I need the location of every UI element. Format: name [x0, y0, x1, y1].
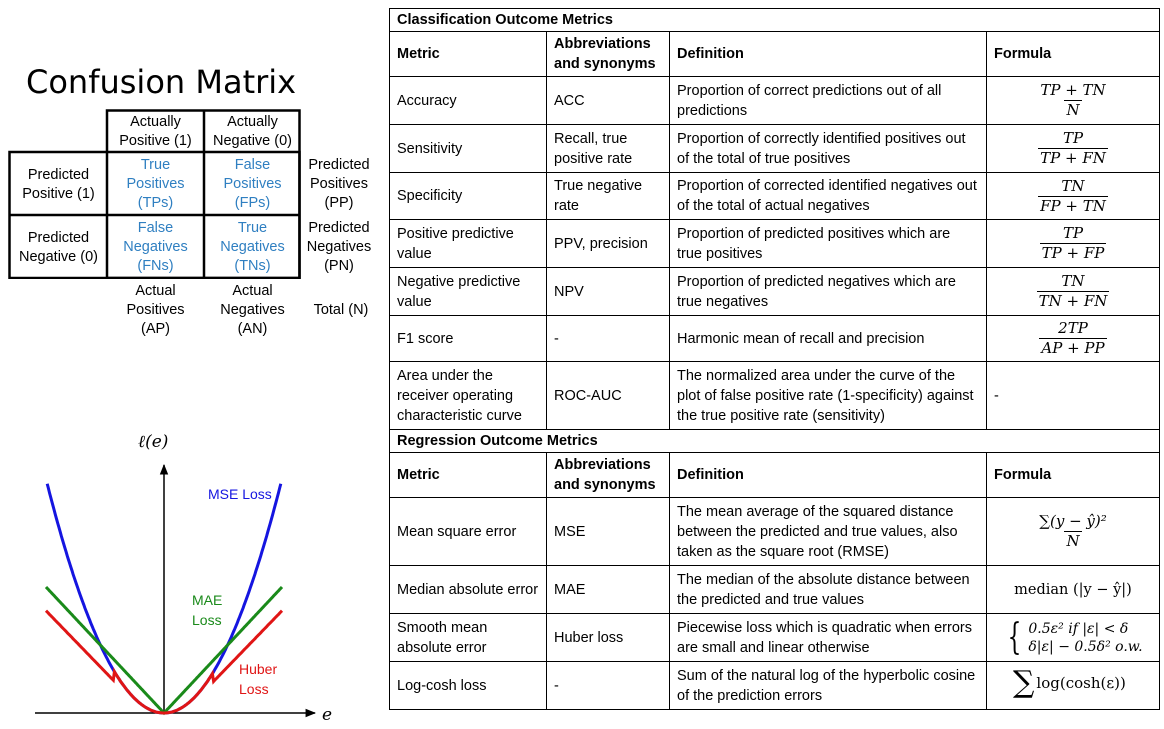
regression-section-row	[390, 430, 1160, 453]
regression-row	[390, 498, 1160, 566]
metric-name: F1 score	[390, 316, 547, 362]
metric-definition: Proportion of correctly identified positives out of the total of true positives	[670, 125, 987, 173]
metric-formula	[987, 220, 1160, 268]
metric-definition: The mean average of the squared distance between the predicted and true values, also taken as the square root (RMSE)	[670, 498, 987, 566]
formula-numerator: 2TP	[1058, 319, 1088, 337]
lbl-huber-line: Huber	[239, 661, 278, 677]
metric-name: Specificity	[390, 173, 547, 220]
classification-header-row	[390, 32, 1160, 77]
loss-function-chart	[30, 425, 340, 725]
metric-definition: Harmonic mean of recall and precision	[670, 316, 987, 362]
piecewise-case-2: δ|ε| − 0.5δ² o.w.	[1028, 638, 1143, 655]
lbl-mse-line: MSE Loss	[208, 486, 272, 502]
formula-denominator: TN + FN	[1038, 292, 1108, 310]
classification-header-definition: Definition	[670, 32, 987, 77]
regression-row	[390, 662, 1160, 710]
cm-row-total-positive: Predicted Positives (PP)	[308, 157, 370, 211]
piecewise-case-1: 0.5ε² if |ε| < δ	[1028, 620, 1129, 637]
piecewise-cases	[1028, 620, 1142, 656]
formula-fraction	[1038, 81, 1107, 120]
lbl-mae-line: MAE	[192, 592, 223, 608]
cm-col-total-positive: Actual Positives (AP)	[126, 282, 185, 337]
metric-name: Positive predictive value	[390, 220, 547, 268]
formula-piecewise	[1003, 616, 1143, 658]
metric-definition: Piecewise loss which is quadratic when errors are small and linear otherwise	[670, 614, 987, 662]
metric-formula	[987, 268, 1160, 316]
metric-abbreviation: ACC	[547, 77, 670, 125]
regression-header-abbreviations: Abbreviations and synonyms	[547, 453, 670, 498]
cm-cell-true-negatives: True Negatives (TNs)	[220, 220, 285, 274]
metric-formula	[987, 614, 1160, 662]
classification-row	[390, 220, 1160, 268]
formula-fraction	[1038, 177, 1108, 216]
lbl-mae-line: Loss	[192, 612, 222, 628]
formula-denominator: TP + FN	[1040, 149, 1106, 167]
formula-fraction	[1037, 272, 1110, 311]
lbl-huber-line: Loss	[239, 681, 269, 697]
metric-formula	[987, 125, 1160, 173]
cm-cell-false-negatives: False Negatives (FNs)	[123, 220, 188, 274]
regression-row	[390, 566, 1160, 614]
metric-abbreviation: -	[547, 316, 670, 362]
metric-name: Negative predictive value	[390, 268, 547, 316]
metric-name: Accuracy	[390, 77, 547, 125]
formula-numerator: TN	[1061, 272, 1085, 290]
regression-header-formula: Formula	[987, 453, 1160, 498]
metric-definition: Proportion of corrected identified negatives out of the total of actual negatives	[670, 173, 987, 220]
formula-numerator: ∑(y − ŷ)²	[1039, 512, 1107, 530]
formula-denominator: AP + PP	[1041, 339, 1105, 357]
formula-sum	[1013, 665, 1126, 700]
y-axis-label: ℓ(e)	[138, 432, 169, 452]
cm-row-total-negative: Predicted Negatives (PN)	[306, 220, 372, 274]
metric-abbreviation: True negative rate	[547, 173, 670, 220]
regression-header-metric: Metric	[390, 453, 547, 498]
metric-definition: Proportion of predicted negatives which are true negatives	[670, 268, 987, 316]
x-axis-label: e	[322, 705, 333, 725]
metric-name: Mean square error	[390, 498, 547, 566]
brace-glyph: {	[1008, 616, 1022, 658]
mse-loss-label	[208, 486, 272, 502]
classification-row	[390, 173, 1160, 220]
metric-definition: Proportion of predicted positives which are true positives	[670, 220, 987, 268]
metric-formula	[987, 173, 1160, 220]
metric-name: Log-cosh loss	[390, 662, 547, 710]
metric-name: Sensitivity	[390, 125, 547, 173]
metric-formula	[987, 316, 1160, 362]
confusion-matrix-title: Confusion Matrix	[26, 63, 297, 101]
metric-formula: median (|y − ŷ|)	[987, 566, 1160, 614]
formula-text: log(cosh(ε))	[1036, 674, 1126, 692]
metric-definition: Sum of the natural log of the hyperbolic cosine of the prediction errors	[670, 662, 987, 710]
classification-header-formula: Formula	[987, 32, 1160, 77]
metric-definition: Proportion of correct predictions out of all predictions	[670, 77, 987, 125]
formula-denominator: N	[1066, 101, 1080, 119]
huber-loss-label	[239, 661, 277, 697]
formula-denominator: TP + FP	[1041, 244, 1105, 262]
regression-row	[390, 614, 1160, 662]
formula-numerator: TN	[1061, 176, 1085, 195]
classification-header-metric: Metric	[390, 32, 547, 77]
cm-row-header-positive: Predicted Positive (1)	[22, 166, 95, 202]
metrics-table	[389, 8, 1160, 710]
regression-header-row	[390, 453, 1160, 498]
metric-formula	[987, 498, 1160, 566]
metric-abbreviation: MAE	[547, 566, 670, 614]
cm-row-header-negative: Predicted Negative (0)	[19, 229, 98, 265]
formula-denominator: FP + TN	[1040, 196, 1106, 215]
classification-section-title: Classification Outcome Metrics	[390, 9, 1160, 32]
metric-name: Smooth mean absolute error	[390, 614, 547, 662]
metric-abbreviation: ROC-AUC	[547, 362, 670, 430]
metric-abbreviation: Huber loss	[547, 614, 670, 662]
metric-definition: The median of the absolute distance between the predicted and true values	[670, 566, 987, 614]
classification-row	[390, 77, 1160, 125]
sigma-glyph: ∑	[1013, 665, 1035, 700]
classification-section-row	[390, 9, 1160, 32]
formula-numerator: TP	[1062, 224, 1084, 242]
classification-row	[390, 268, 1160, 316]
formula-fraction	[1037, 512, 1108, 551]
metric-formula	[987, 662, 1160, 710]
cm-cell-false-positives: False Positives (FPs)	[223, 157, 282, 211]
mae-loss-label	[192, 592, 222, 628]
metric-abbreviation: Recall, true positive rate	[547, 125, 670, 173]
metric-formula: -	[987, 362, 1160, 430]
formula-fraction	[1039, 319, 1106, 358]
cm-col-header-negative: Actually Negative (0)	[213, 114, 292, 149]
formula-fraction	[1038, 129, 1108, 168]
regression-header-definition: Definition	[670, 453, 987, 498]
metric-formula	[987, 77, 1160, 125]
classification-header-abbreviations: Abbreviations and synonyms	[547, 32, 670, 77]
metric-definition: The normalized area under the curve of the plot of false positive rate (1-specificity) against the true positive rate (sensitivity)	[670, 362, 987, 430]
cm-grand-total: Total (N)	[313, 301, 369, 318]
metric-name: Area under the receiver operating characteristic curve	[390, 362, 547, 430]
cm-cell-true-positives: True Positives (TPs)	[126, 157, 185, 211]
formula-numerator: TP	[1062, 129, 1084, 147]
regression-section-title: Regression Outcome Metrics	[390, 430, 1160, 453]
classification-row	[390, 362, 1160, 430]
classification-row	[390, 125, 1160, 173]
formula-numerator: TP + TN	[1040, 81, 1106, 99]
cm-col-total-negative: Actual Negatives (AN)	[220, 282, 285, 337]
cm-col-header-positive: Actually Positive (1)	[119, 114, 192, 149]
formula-denominator: N	[1066, 532, 1080, 550]
metric-abbreviation: PPV, precision	[547, 220, 670, 268]
metric-abbreviation: -	[547, 662, 670, 710]
formula-fraction	[1040, 224, 1107, 263]
metric-abbreviation: NPV	[547, 268, 670, 316]
metric-name: Median absolute error	[390, 566, 547, 614]
metrics-table-body	[390, 9, 1160, 710]
metric-abbreviation: MSE	[547, 498, 670, 566]
classification-row	[390, 316, 1160, 362]
